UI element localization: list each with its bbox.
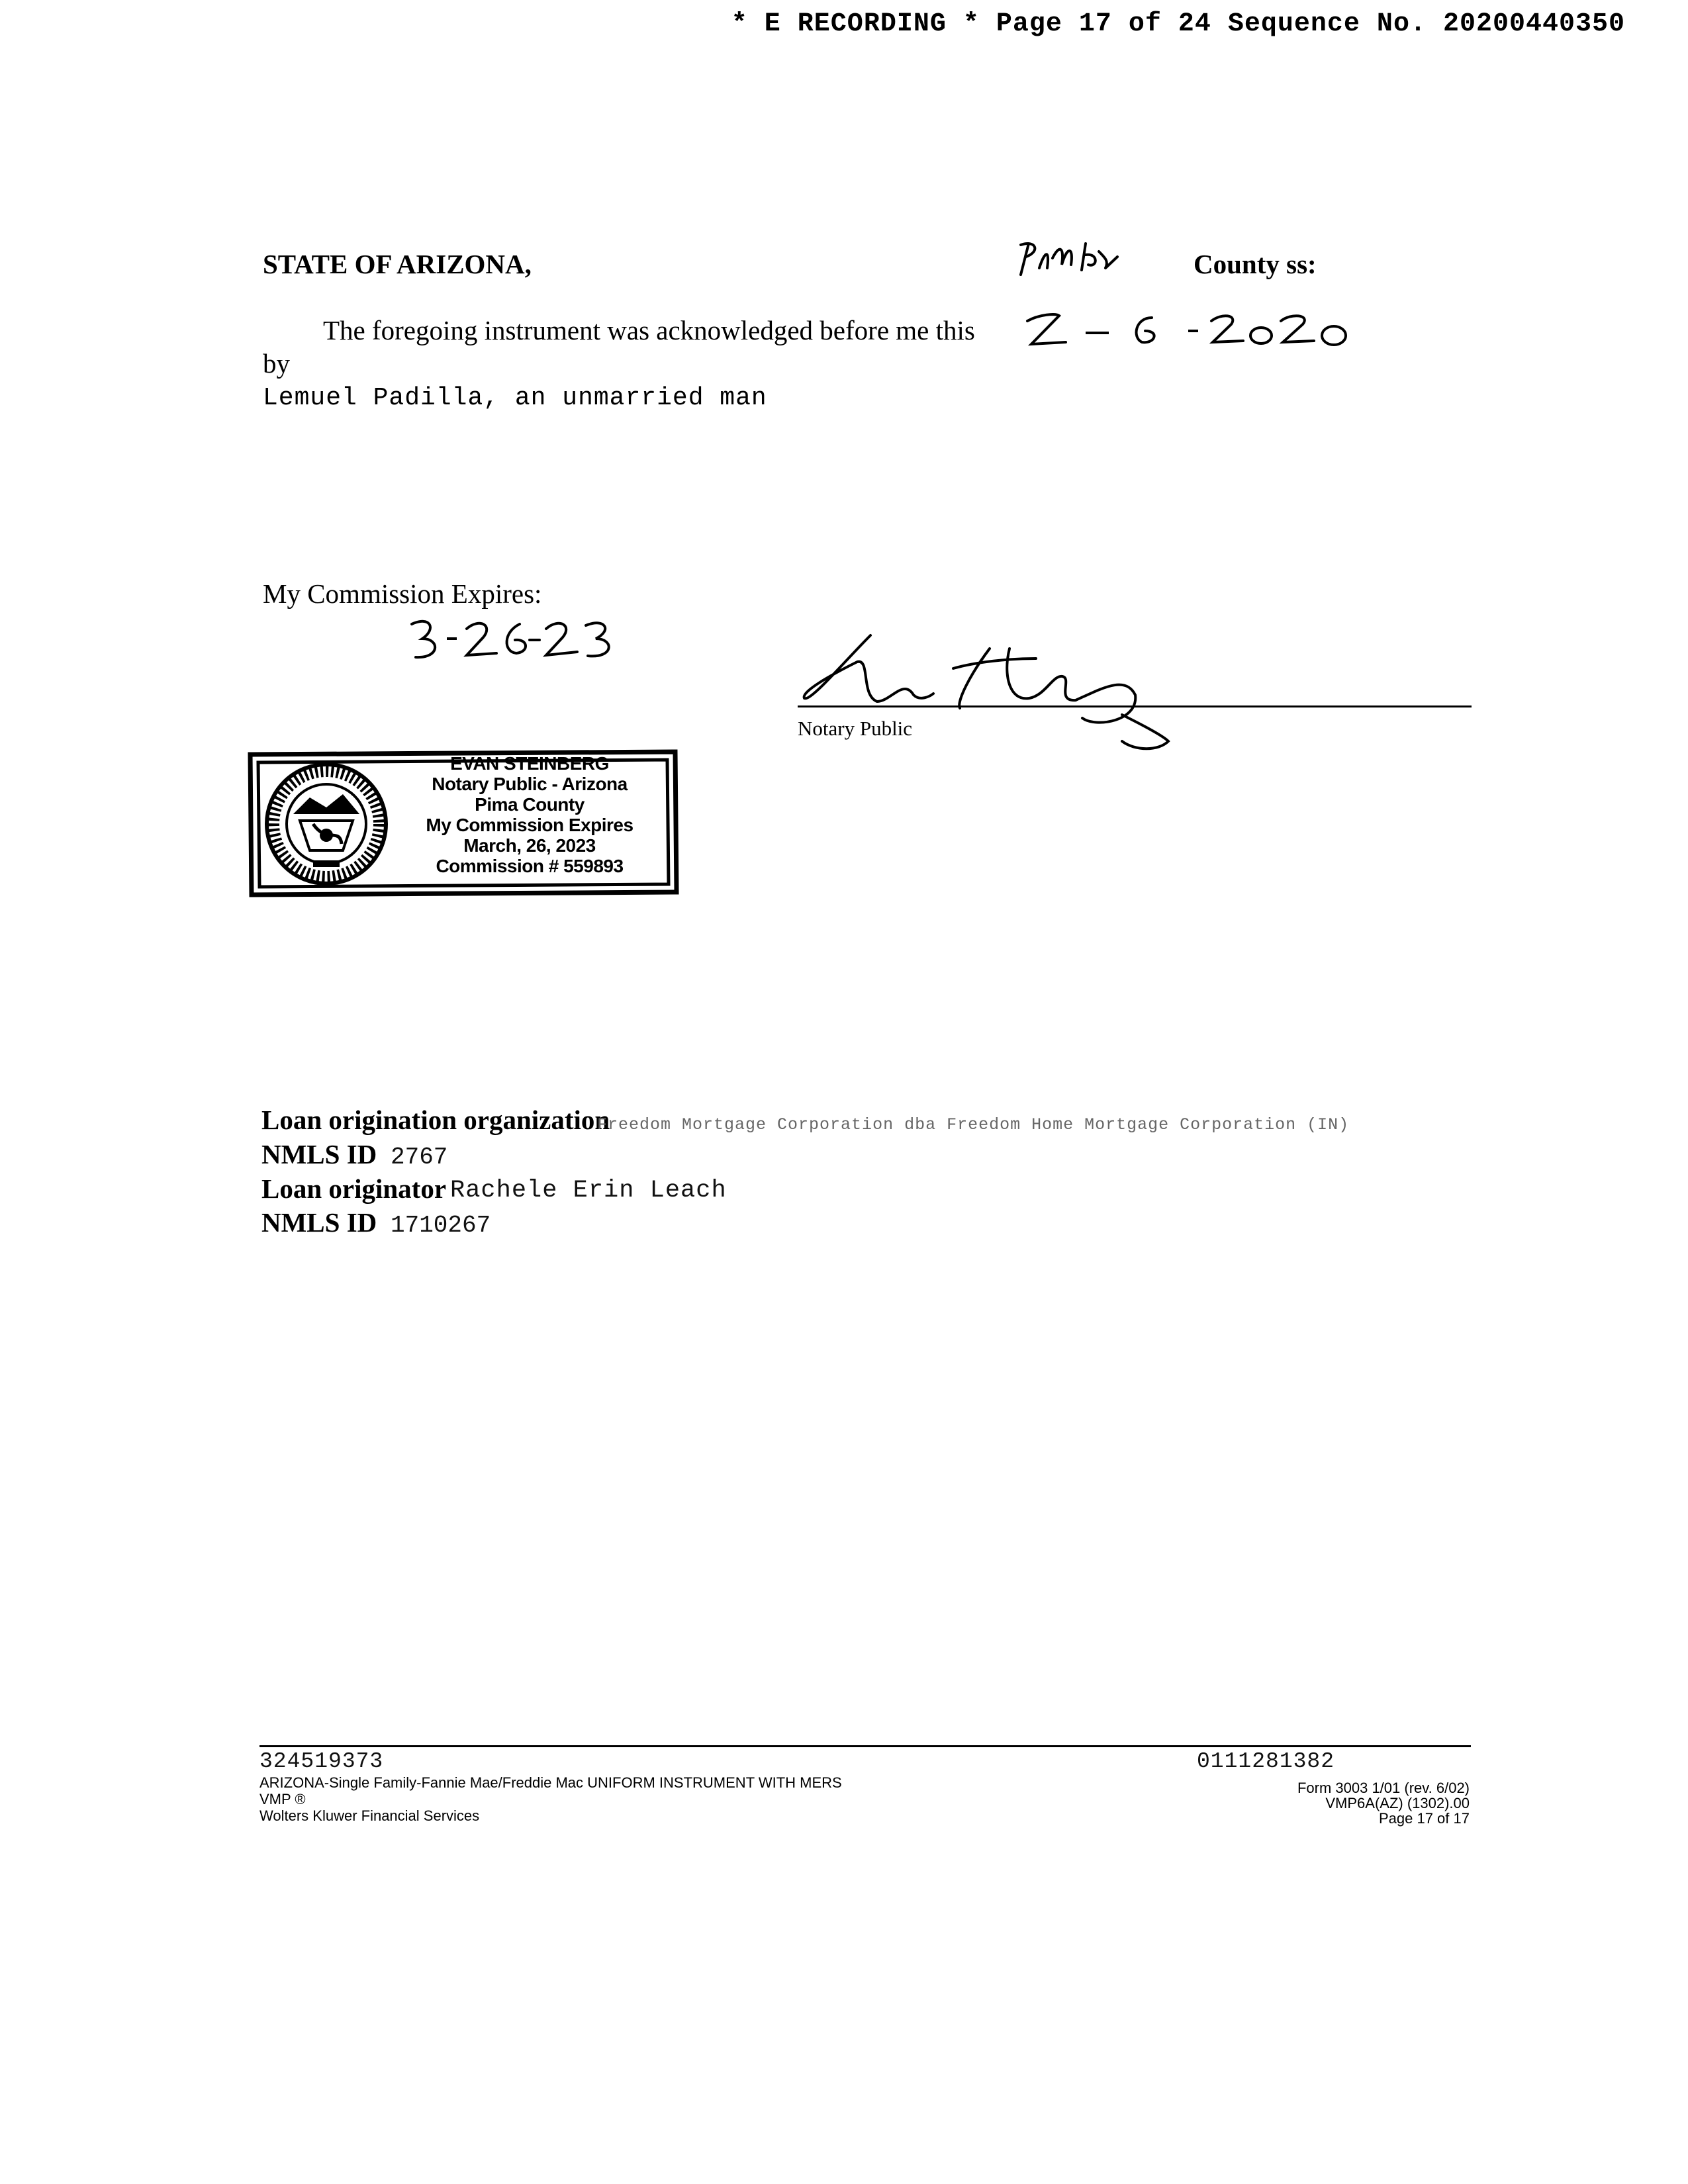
org-nmls-value: 2767 (391, 1144, 448, 1171)
loan-originator-value: Rachele Erin Leach (450, 1177, 727, 1205)
stamp-line: Commission # 559893 (436, 856, 624, 876)
commission-label: My Commission Expires: (263, 578, 542, 609)
originator-nmls-value: 1710267 (391, 1212, 491, 1239)
commission-expires-handwritten (404, 612, 629, 668)
by-label: by (263, 348, 290, 379)
footer-vmp-code: VMP6A(AZ) (1302).00 (1325, 1795, 1470, 1811)
org-nmls-label: NMLS ID (261, 1139, 377, 1169)
footer-vmp: VMP ® (259, 1791, 306, 1807)
county-handwritten (1006, 238, 1165, 285)
footer-form-number: Form 3003 1/01 (rev. 6/02) (1297, 1780, 1470, 1796)
stamp-text (387, 753, 672, 876)
stamp-line: EVAN STEINBERG (450, 753, 609, 774)
stamp-line: Notary Public - Arizona (432, 774, 628, 794)
stamp-line: March, 26, 2023 (463, 835, 596, 856)
loan-origination-label: Loan origination organization (261, 1105, 610, 1135)
date-handwritten (1019, 301, 1364, 361)
notary-signature-line (798, 705, 1472, 707)
footer-publisher: Wolters Kluwer Financial Services (259, 1807, 480, 1824)
loan-origination-value: Freedom Mortgage Corporation dba Freedom Home Mortgage Corporation (IN) (597, 1115, 1350, 1134)
recording-header: * E RECORDING * Page 17 of 24 Sequence No. 20200440350 (731, 9, 1625, 39)
acknowledgment-text: The foregoing instrument was acknowledged before me this (323, 315, 975, 345)
footer-page-number: Page 17 of 17 (1378, 1810, 1470, 1827)
notary-public-label: Notary Public (798, 717, 913, 740)
footer-document-number: 0111281382 (1197, 1749, 1335, 1774)
footer-instrument-title: ARIZONA-Single Family-Fannie Mae/Freddie Mac UNIFORM INSTRUMENT WITH MERS (259, 1774, 842, 1791)
loan-originator-label: Loan originator (261, 1173, 447, 1204)
notary-stamp (245, 747, 682, 899)
arizona-seal-icon (263, 761, 389, 887)
state-label: STATE OF ARIZONA, (263, 249, 532, 279)
footer-rule (259, 1745, 1471, 1747)
county-label: County ss: (1194, 249, 1317, 279)
stamp-line: Pima County (475, 794, 585, 815)
footer-loan-number: 324519373 (259, 1749, 384, 1774)
originator-nmls-label: NMLS ID (261, 1207, 377, 1238)
stamp-line: My Commission Expires (426, 815, 633, 835)
signer-name: Lemuel Padilla, an unmarried man (263, 384, 767, 412)
